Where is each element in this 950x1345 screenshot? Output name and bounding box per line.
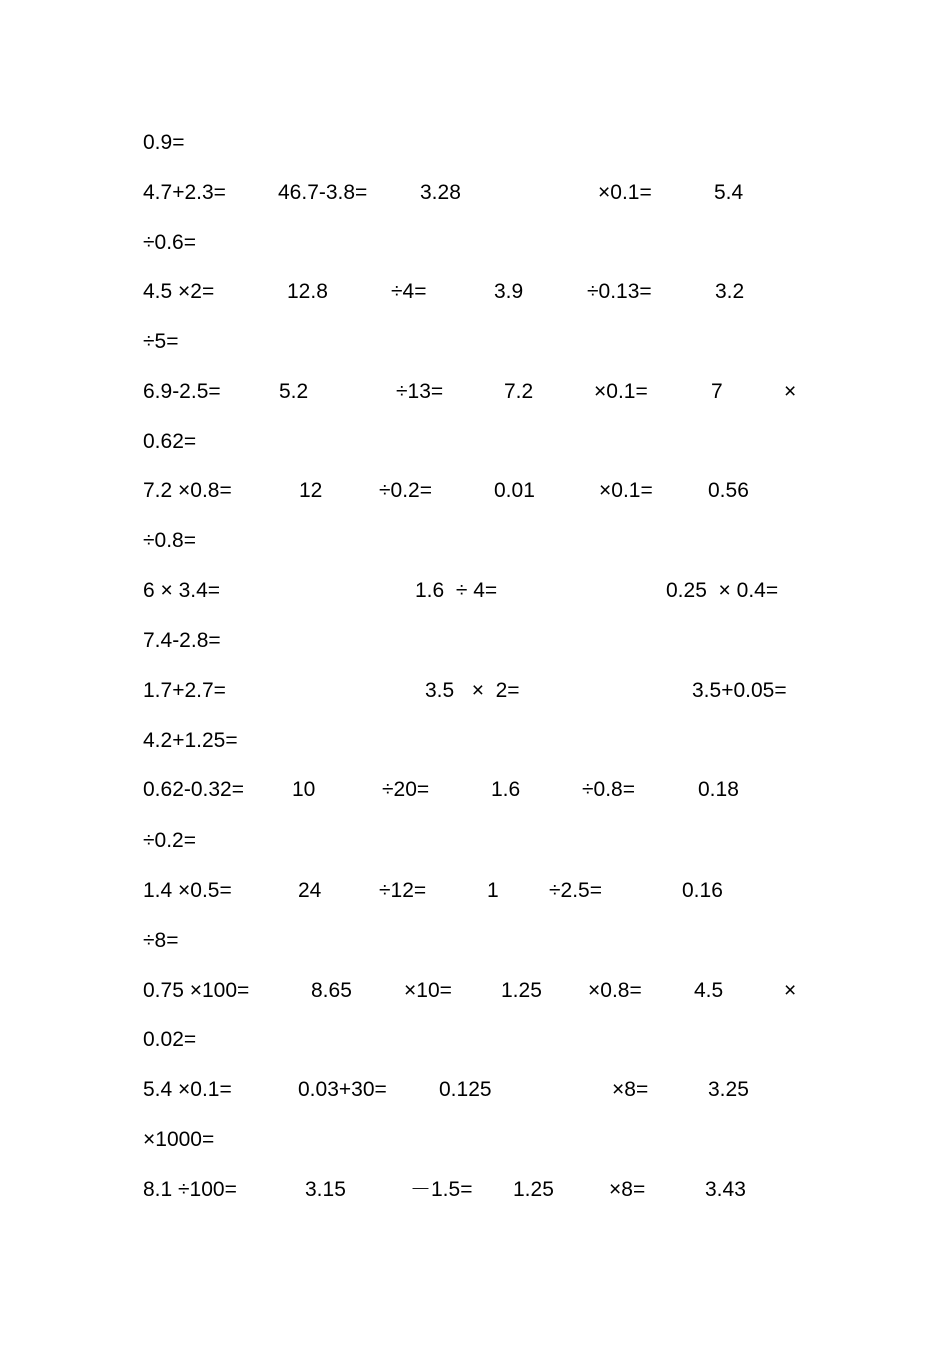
problem-text: 0.01 (494, 479, 535, 502)
problem-line (0, 726, 950, 756)
problem-text: ×8= (609, 1178, 646, 1201)
problem-line (0, 826, 950, 856)
problem-text: 0.75 ×100= (143, 979, 250, 1002)
problem-text: ×8= (612, 1078, 649, 1101)
problem-line (0, 526, 950, 556)
problem-text: 10 (292, 778, 316, 801)
problem-line (0, 976, 950, 1006)
problem-text: ×10= (404, 979, 452, 1002)
problem-text: 1 (487, 879, 499, 902)
problem-text: －1.5= (410, 1178, 473, 1201)
problem-text: 1.4 ×0.5= (143, 879, 232, 902)
problem-text: 1.6 ÷ 4= (415, 579, 498, 602)
problem-line (0, 676, 950, 706)
problem-text: ÷20= (382, 778, 430, 801)
problem-text: 6 × 3.4= (143, 579, 221, 602)
problem-line (0, 427, 950, 457)
problem-line (0, 377, 950, 407)
problem-text: ÷8= (143, 929, 179, 952)
problem-line (0, 327, 950, 357)
problem-text: 3.25 (708, 1078, 749, 1101)
problem-text: 0.125 (439, 1078, 492, 1101)
problem-text: × (784, 380, 797, 403)
problem-text: 24 (298, 879, 322, 902)
problem-line (0, 476, 950, 506)
problem-text: 0.9= (143, 131, 185, 154)
problem-text: 3.2 (715, 280, 745, 303)
problem-line (0, 277, 950, 307)
problem-text: ÷0.6= (143, 231, 196, 254)
problem-text: 7.2 ×0.8= (143, 479, 232, 502)
problem-text: 3.5 × 2= (425, 679, 520, 702)
problem-text: 5.4 (714, 181, 744, 204)
problem-text: 3.9 (494, 280, 524, 303)
problem-line (0, 626, 950, 656)
problem-text: 7.4-2.8= (143, 629, 221, 652)
problem-text: 4.5 (694, 979, 724, 1002)
problem-text: 8.1 ÷100= (143, 1178, 237, 1201)
problem-text: 8.65 (311, 979, 352, 1002)
problem-text: ÷2.5= (549, 879, 602, 902)
problem-text: ÷12= (379, 879, 427, 902)
problem-line (0, 228, 950, 258)
problem-text: × (784, 979, 797, 1002)
problem-text: ÷0.13= (587, 280, 652, 303)
problem-text: ×0.1= (594, 380, 648, 403)
problem-text: 0.25 × 0.4= (666, 579, 779, 602)
problem-text: 7 (711, 380, 723, 403)
problem-line (0, 576, 950, 606)
problem-text: 0.62-0.32= (143, 778, 245, 801)
problem-text: 5.4 ×0.1= (143, 1078, 232, 1101)
problem-line (0, 1075, 950, 1105)
problem-line (0, 876, 950, 906)
problem-line (0, 1025, 950, 1055)
problem-text: ×0.8= (588, 979, 642, 1002)
problem-text: 0.18 (698, 778, 739, 801)
problem-text: 46.7-3.8= (278, 181, 368, 204)
problem-text: ÷0.2= (379, 479, 432, 502)
problem-text: 1.25 (501, 979, 542, 1002)
problem-line (0, 178, 950, 208)
problem-text: 0.62= (143, 430, 197, 453)
problem-text: ÷0.8= (582, 778, 635, 801)
problem-line (0, 775, 950, 805)
problem-text: 6.9-2.5= (143, 380, 221, 403)
problem-text: 3.5+0.05= (692, 679, 787, 702)
problem-text: 0.02= (143, 1028, 197, 1051)
problem-text: 4.2+1.25= (143, 729, 238, 752)
problem-text: ÷5= (143, 330, 179, 353)
problem-text: ÷0.8= (143, 529, 196, 552)
problem-text: ÷4= (391, 280, 427, 303)
problem-text: 0.16 (682, 879, 723, 902)
problem-text: ×0.1= (598, 181, 652, 204)
problem-text: 1.7+2.7= (143, 679, 226, 702)
problem-text: 4.7+2.3= (143, 181, 226, 204)
problem-text: ×1000= (143, 1128, 215, 1151)
problem-text: ÷0.2= (143, 829, 196, 852)
problem-text: 12 (299, 479, 323, 502)
problem-text: 3.15 (305, 1178, 346, 1201)
problem-line (0, 128, 950, 158)
problem-text: 3.28 (420, 181, 461, 204)
problem-text: 0.03+30= (298, 1078, 387, 1101)
problem-text: ÷13= (396, 380, 444, 403)
problem-text: 5.2 (279, 380, 309, 403)
problem-text: 3.43 (705, 1178, 746, 1201)
problem-text: 1.6 (491, 778, 521, 801)
problem-text: 4.5 ×2= (143, 280, 215, 303)
problem-line (0, 926, 950, 956)
problem-text: 1.25 (513, 1178, 554, 1201)
problem-text: 12.8 (287, 280, 328, 303)
problem-text: 0.56 (708, 479, 749, 502)
problem-text: 7.2 (504, 380, 534, 403)
problem-text: ×0.1= (599, 479, 653, 502)
problem-line (0, 1125, 950, 1155)
problem-line (0, 1175, 950, 1205)
